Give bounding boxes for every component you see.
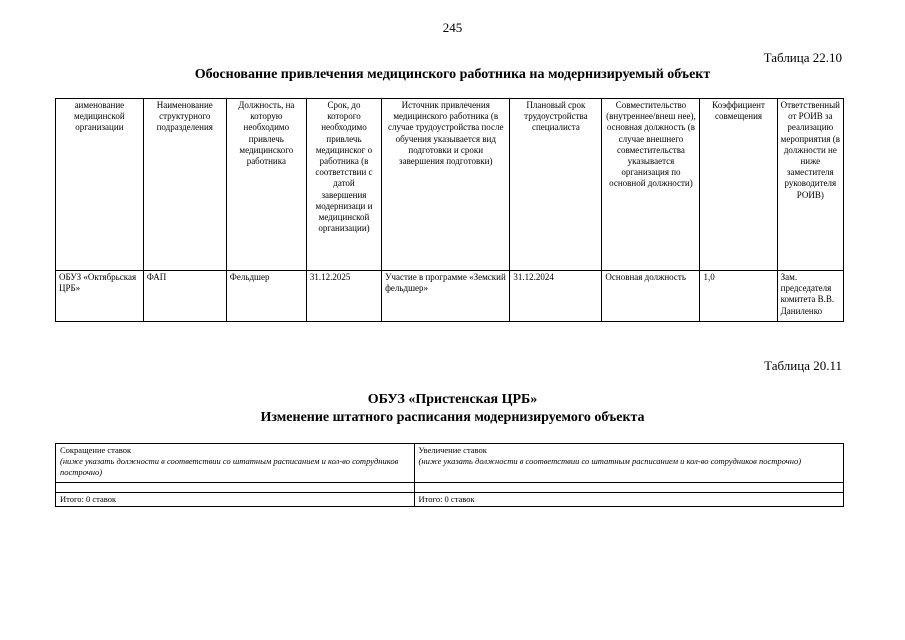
table-header-row [56, 444, 844, 483]
table-row [56, 271, 844, 322]
empty-row [56, 483, 844, 493]
reduction-total: Итого: 0 ставок [56, 493, 415, 507]
reduction-header: Сокращение ставок [60, 445, 132, 455]
table-cell: Фельдшер [226, 271, 306, 322]
header-cell: Коэффициент совмещения [700, 99, 777, 271]
table-title-22-10: Обоснование привлечения медицинского работника на модернизируемый объект [194, 67, 711, 82]
table-cell: ФАП [143, 271, 226, 322]
staffing-change-table [55, 443, 844, 507]
header-cell: Ответственный от РОИВ за реализацию мероприятия (в должности не ниже заместителя руководителя РОИВ) [777, 99, 843, 271]
table-cell: Основная должность [602, 271, 700, 322]
increase-header-cell [414, 444, 843, 483]
table-label-20-11: Таблица 20.11 [764, 358, 842, 373]
page-number: 245 [442, 20, 463, 35]
header-cell: Срок, до которого необходимо привлечь медицинског о работника (в соответствии с датой завершения модернизаци и медицинской организации) [306, 99, 381, 271]
staffing-justification-table [55, 98, 844, 322]
organization-title: ОБУЗ «Пристенская ЦРБ» [367, 392, 538, 407]
table-cell: Участие в программе «Земский фельдшер» [382, 271, 510, 322]
increase-header: Увеличение ставок [418, 445, 487, 455]
table-cell: 31.12.2025 [306, 271, 381, 322]
empty-cell [56, 483, 415, 493]
table-cell: 1,0 [700, 271, 777, 322]
table-cell: ОБУЗ «Октябрьская ЦРБ» [56, 271, 144, 322]
table-title-20-11: Изменение штатного расписания модернизируемого объекта [260, 410, 645, 425]
table-header-row [56, 99, 844, 271]
empty-cell [414, 483, 843, 493]
increase-note: (ниже указать должности в соответствии со штатным расписанием и кол-во сотрудников построчно) [418, 456, 802, 466]
total-row [56, 493, 844, 507]
reduction-header-cell [56, 444, 415, 483]
header-cell: Наименование структурного подразделения [143, 99, 226, 271]
header-cell: Источник привлечения медицинского работника (в случае трудоустройства после обучения указывается вид подготовки и сроки завершения подготовки) [382, 99, 510, 271]
reduction-note: (ниже указать должности в соответствии со штатным расписанием и кол-во сотрудников построчно) [60, 456, 399, 477]
header-cell: Совместительство (внутреннее/внеш нее), основная должность (в случае внешнего совместительства указывается организация по основной должности) [602, 99, 700, 271]
header-cell: аименование медицинской организации [56, 99, 144, 271]
table-cell: Зам. председателя комитета В.В. Даниленко [777, 271, 843, 322]
increase-total: Итого: 0 ставок [414, 493, 843, 507]
header-cell: Плановый срок трудоустройства специалиста [510, 99, 602, 271]
table-cell: 31.12.2024 [510, 271, 602, 322]
header-cell: Должность, на которую необходимо привлечь медицинского работника [226, 99, 306, 271]
table-label-22-10: Таблица 22.10 [763, 50, 842, 65]
